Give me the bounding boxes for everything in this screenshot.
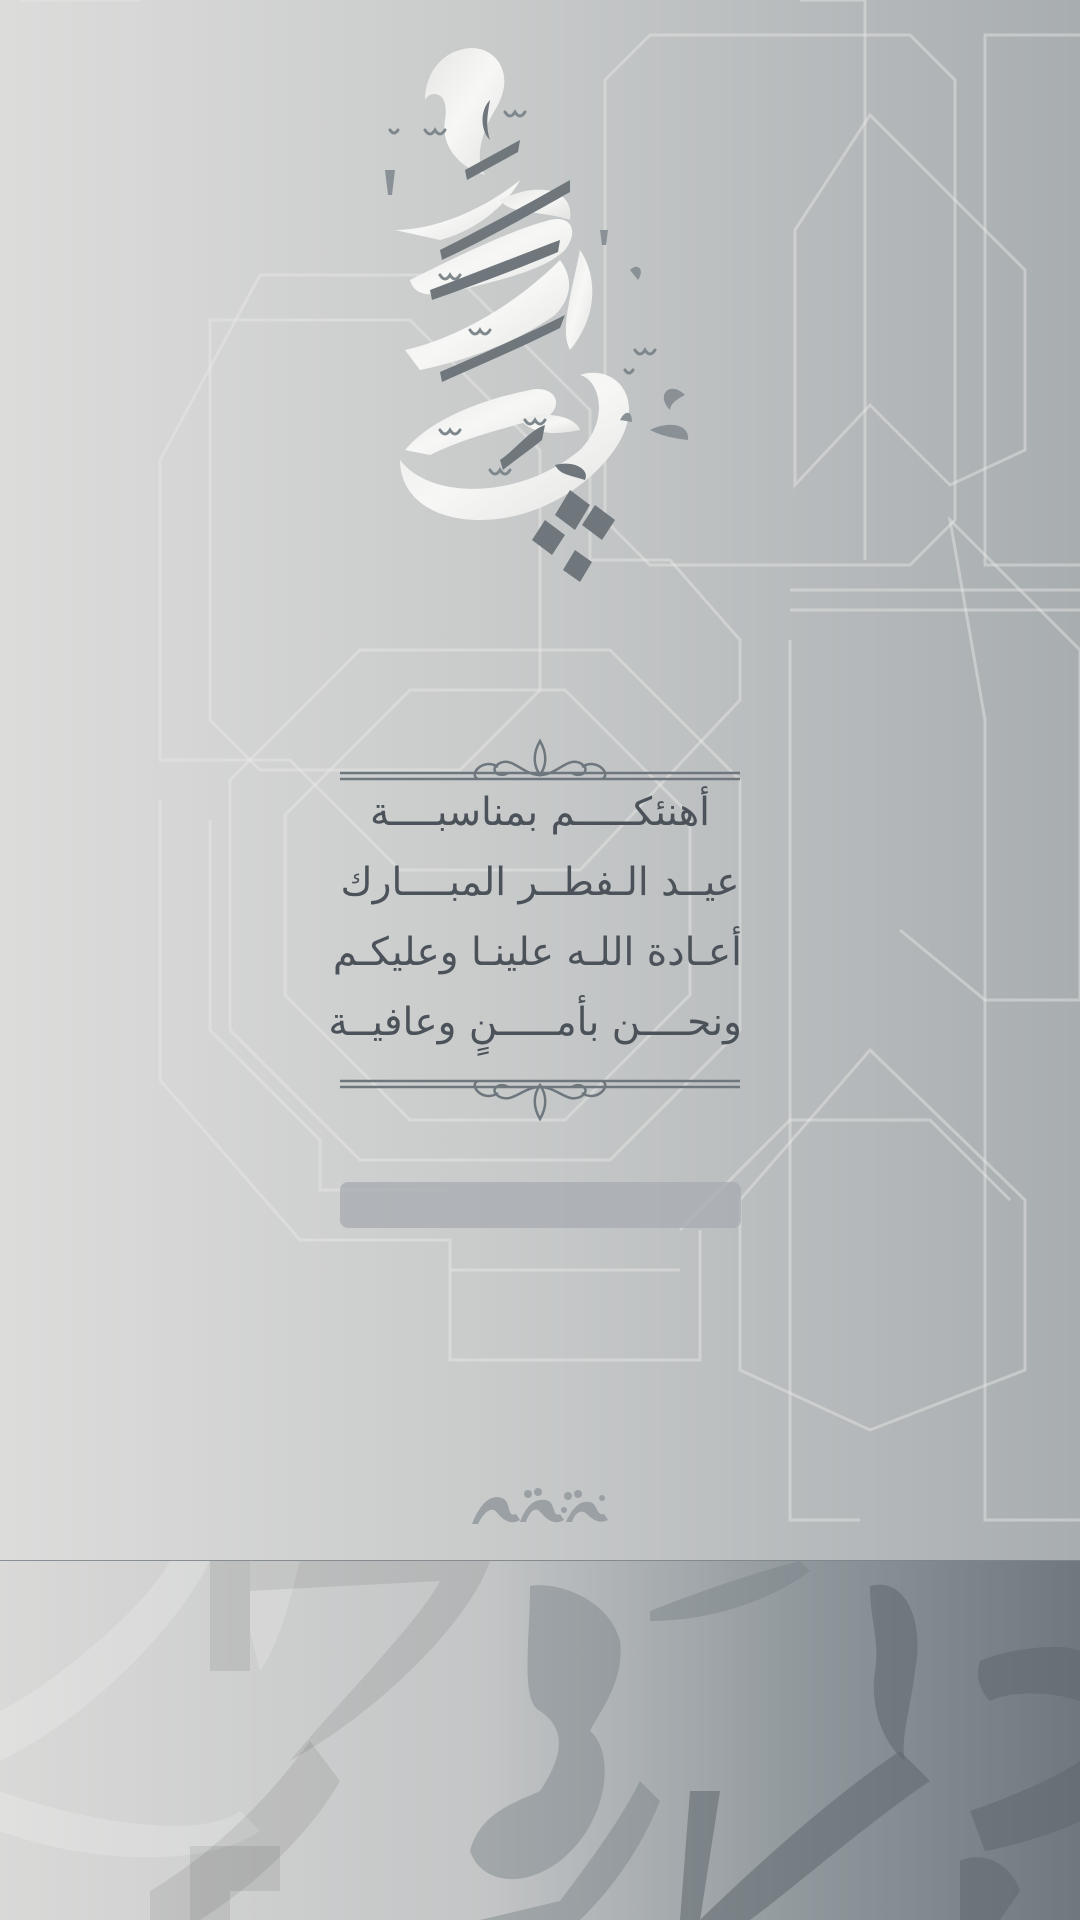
eid-calligraphy-logo [370,30,710,650]
brand-mark-icon [468,1484,612,1528]
greeting-block [328,735,742,1135]
greeting-line-4: ونحــــن بأمـــــنٍ وعافيــة [328,1000,742,1045]
floral-divider-top-ornament [338,735,742,785]
greeting-line-2: عيــد الـفطــر المبــــارك [340,860,740,905]
bottom-calligraphy-band [0,1561,1080,1920]
greeting-line-1: أهنئكـــــم بمناسبــــة [369,790,711,835]
floral-divider-bottom-ornament [338,1075,742,1125]
greeting-line-3: أعـادة اللـه علينـا وعليكـم [332,930,742,975]
bottom-calligraphy-art [0,1561,1080,1920]
name-placeholder-bar [340,1182,741,1228]
